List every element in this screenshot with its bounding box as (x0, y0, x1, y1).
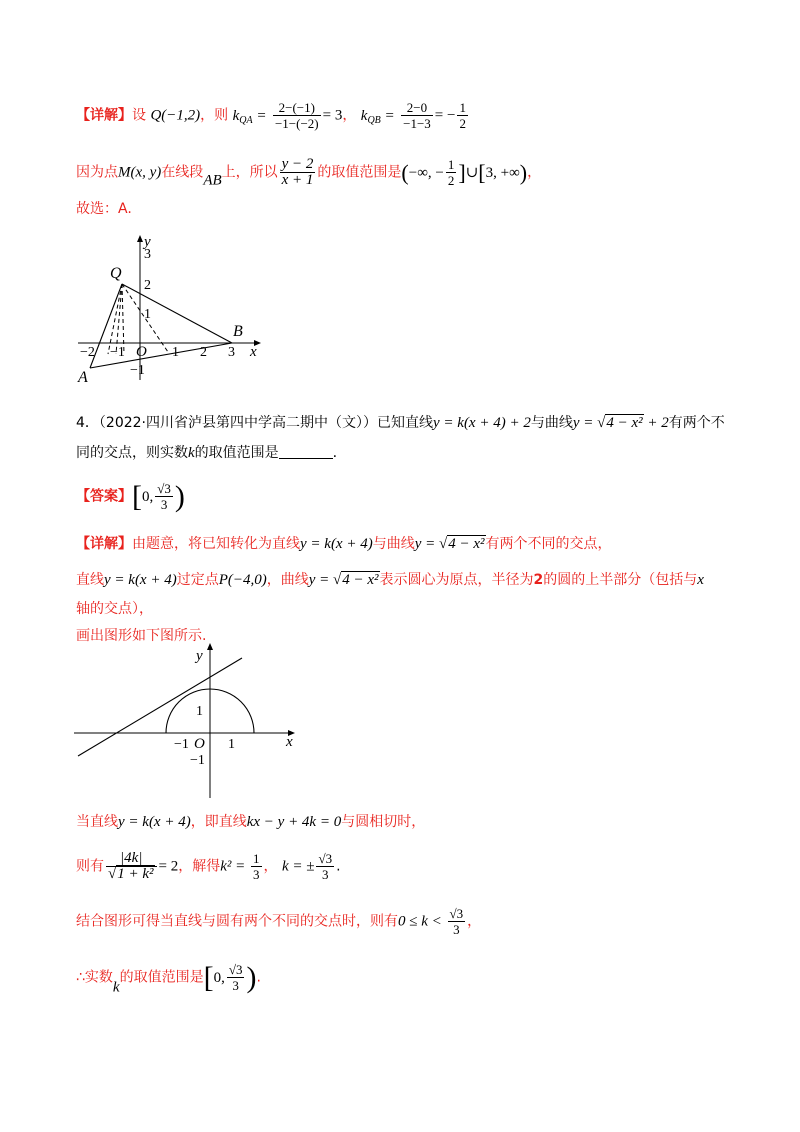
ytick-neg1: −1 (190, 753, 205, 768)
ytick-2: 2 (144, 278, 151, 293)
point-q: Q(−1,2) (150, 107, 201, 124)
solution-line-2: 则有 $\frac{|4k|}{\text{√1 + k²}}$ = 2，解得k² = $\frac{1}{3}$ ， k = ± $\frac{√3}{3}$ . (76, 850, 341, 882)
problem-4-line2: 同的交点，则实数k的取值范围是 . (76, 445, 338, 461)
problem-source: （2022·四川省泸县第四中学高二期中（文）） (98, 415, 377, 431)
tangent-line (78, 658, 242, 756)
figure-triangle-qab (70, 232, 270, 382)
xtick-3: 3 (228, 345, 235, 360)
ytick-1: 1 (144, 307, 151, 322)
xtick-1: 1 (228, 737, 235, 752)
xtick-neg1: −1 (110, 345, 125, 360)
answer-blank (279, 444, 333, 459)
detail-line-3: 轴的交点）， (76, 601, 153, 617)
segment-ab: AB (203, 172, 222, 189)
answer-expression: [0, $\frac{√3}{3}$ ) (132, 479, 185, 513)
detail-line-slopes: 【详解】设 Q(−1,2)，则 $k_{QA}$ = $\frac{2-(-1)}{-1-(-2)}$ = 3， $k_{QB}$ = $\frac{2-0}{-1-3}$ = − $\frac{1}{2}$ (76, 100, 466, 131)
solution-line-3: 结合图形可得当直线与圆有两个不同的交点时，则有0 ≤ k < $\frac{√3}{3}$ ， (76, 906, 482, 937)
solution-line-4: ∴实数k的取值范围是[0, $\frac{√3}{3}$ ). (76, 960, 261, 996)
slope-qa-fraction: $\frac{2-(-1)}{-1-(-2)}$ (274, 100, 319, 131)
slope-qa: $k_{QA}$ = (232, 107, 267, 126)
xtick-neg1: −1 (174, 737, 189, 752)
solution-line-1: 当直线y = k(x + 4)，即直线kx − y + 4k = 0与圆相切时， (76, 814, 426, 830)
ytick-3: 3 (144, 247, 151, 262)
xtick-neg2: −2 (80, 345, 95, 360)
curve-equation: y = √4 − x² + 2 (572, 415, 669, 431)
detail-line-2: 直线y = k(x + 4)过定点P(−4,0)，曲线y = √4 − x²表示圆心为原点，半径为2的圆的上半部分（包括与x (76, 572, 704, 588)
label-a: A (78, 369, 88, 382)
segment-qb (122, 284, 232, 343)
problem-4-line1: 4．（2022·四川省泸县第四中学高二期中（文））已知直线y = k(x + 4) + 2与曲线y = √4 − x² + 2有两个不 (76, 415, 725, 431)
range-expression: (−∞, − $\frac{1}{2}$ ]∪[3, +∞) (401, 157, 528, 188)
label-o: O (136, 344, 147, 360)
label-q: Q (110, 265, 122, 282)
slope-qb: $k_{QB}$ = (360, 107, 395, 126)
detail-line-1: 【详解】由题意，将已知转化为直线y = k(x + 4)与曲线y = √4 − x²有两个不同的交点， (76, 536, 612, 552)
ytick-neg1: −1 (130, 363, 145, 378)
line-equation: y = k(x + 4) + 2 (433, 415, 531, 431)
slope-qb-fraction: $\frac{2-0}{-1-3}$ (403, 100, 431, 131)
label-o: O (194, 736, 205, 752)
problem-number: 4． (76, 415, 99, 431)
detail-line-range: 因为点M(x, y)在线段AB上，所以 $\frac{y - 2}{x + 1}$ 的取值范围是(−∞, − $\frac{1}{2}$ ]∪[3, +∞)， (76, 156, 542, 189)
detail-tag: 【详解】 (76, 107, 132, 124)
label-y: y (144, 234, 151, 250)
figure-semicircle-line (70, 640, 310, 800)
ytick-1: 1 (196, 704, 203, 719)
answer-choice-line: 故选：A. (76, 201, 132, 217)
xtick-1: 1 (172, 345, 179, 360)
final-range: [0, $\frac{√3}{3}$ ) (203, 960, 257, 994)
ratio-fraction: $\frac{y - 2}{x + 1}$ (281, 156, 314, 188)
label-x: x (250, 344, 257, 360)
xtick-2: 2 (200, 345, 207, 360)
detail-line-4: 画出图形如下图所示. (76, 628, 207, 644)
label-b: B (233, 323, 243, 340)
answer-tag: 【答案】 (76, 488, 132, 505)
answer-line (76, 481, 185, 512)
point-m: M(x, y) (118, 164, 162, 181)
label-y: y (196, 648, 203, 664)
label-x: x (286, 734, 293, 750)
